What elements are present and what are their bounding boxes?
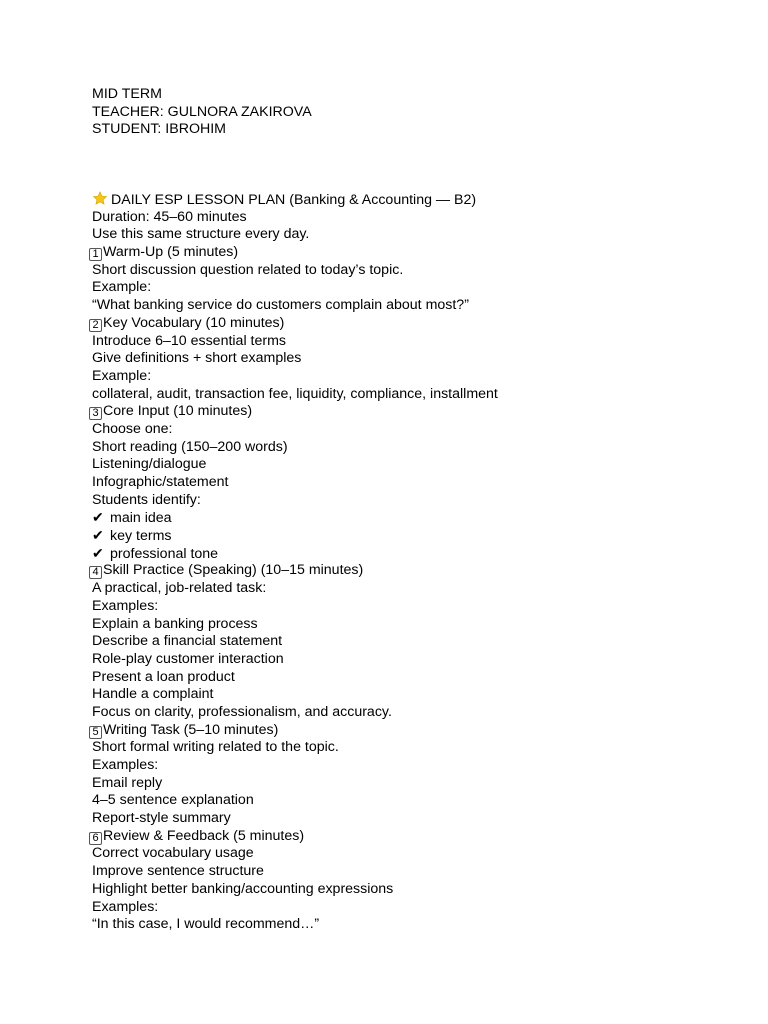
section-line: Present a loan product — [92, 668, 235, 685]
plan-section — [92, 722, 498, 828]
teacher-label: TEACHER: GULNORA ZAKIROVA — [92, 103, 312, 120]
check-item-label: professional tone — [110, 545, 219, 562]
section-heading: Key Vocabulary (10 minutes) — [103, 314, 285, 331]
section-line: collateral, audit, transaction fee, liquidity, compliance, installment — [92, 385, 498, 402]
plan-section — [92, 244, 498, 315]
section-line: Students identify: — [92, 491, 201, 508]
section-line: Choose one: — [92, 420, 173, 437]
plan-section — [92, 315, 498, 403]
section-heading-line — [92, 722, 498, 740]
checkmark-icon: ✔ — [92, 527, 104, 544]
plan-structure-note: Use this same structure every day. — [92, 226, 310, 243]
section-line: Improve sentence structure — [92, 863, 264, 880]
section-number-icon: 2 — [89, 319, 102, 332]
section-line: Role-play customer interaction — [92, 650, 284, 667]
section-line: Explain a banking process — [92, 615, 258, 632]
check-item — [92, 509, 498, 527]
checkmark-icon: ✔ — [92, 509, 104, 526]
section-number-icon: 3 — [89, 407, 102, 420]
section-line: “What banking service do customers complain about most?” — [92, 297, 469, 314]
document-header — [92, 86, 312, 139]
plan-sections — [92, 244, 498, 934]
section-line: Example: — [92, 367, 152, 384]
section-line: Examples: — [92, 898, 159, 915]
check-item — [92, 527, 498, 545]
section-line: Give definitions + short examples — [92, 350, 302, 367]
section-line: “In this case, I would recommend…” — [92, 916, 320, 933]
section-line: Describe a financial statement — [92, 633, 283, 650]
section-heading-line — [92, 403, 498, 421]
midterm-label: MID TERM — [92, 86, 162, 102]
section-line: A practical, job-related task: — [92, 580, 267, 597]
section-line: Short discussion question related to today’s topic. — [92, 261, 404, 278]
student-label: STUDENT: IBROHIM — [92, 121, 226, 138]
section-heading-line — [92, 562, 498, 580]
plan-section — [92, 403, 498, 562]
section-line: Listening/dialogue — [92, 456, 207, 473]
section-line: Email reply — [92, 774, 163, 791]
section-heading: Core Input (10 minutes) — [103, 403, 253, 420]
plan-section — [92, 828, 498, 934]
section-number-icon: 6 — [89, 832, 102, 845]
plan-title: DAILY ESP LESSON PLAN (Banking & Accounting — B2) — [111, 192, 477, 208]
section-line: Examples: — [92, 757, 159, 773]
checkmark-icon: ✔ — [92, 544, 104, 561]
section-heading-line — [92, 828, 498, 846]
section-line: Focus on clarity, professionalism, and accuracy. — [92, 703, 392, 720]
star-shape — [94, 192, 107, 204]
section-heading-line — [92, 315, 498, 333]
section-number-icon: 1 — [89, 248, 102, 261]
plan-title-line — [92, 191, 498, 209]
section-heading-line — [92, 244, 498, 262]
section-line: Handle a complaint — [92, 686, 214, 703]
section-line: Introduce 6–10 essential terms — [92, 332, 287, 349]
section-line: Short formal writing related to the topic. — [92, 739, 339, 756]
section-heading: Warm-Up (5 minutes) — [103, 244, 239, 261]
section-line: Examples: — [92, 597, 159, 614]
check-item-label: key terms — [110, 528, 172, 545]
section-heading: Review & Feedback (5 minutes) — [103, 827, 305, 844]
section-line: Correct vocabulary usage — [92, 845, 254, 862]
section-number-icon: 5 — [89, 726, 102, 739]
section-line: Infographic/statement — [92, 474, 229, 490]
section-line: Short reading (150–200 words) — [92, 438, 288, 455]
plan-section — [92, 562, 498, 721]
section-heading: Writing Task (5–10 minutes) — [103, 721, 279, 738]
lesson-plan — [92, 191, 498, 934]
section-line: 4–5 sentence explanation — [92, 792, 254, 809]
check-item — [92, 545, 498, 563]
section-line: Highlight better banking/accounting expressions — [92, 880, 394, 897]
plan-duration: Duration: 45–60 minutes — [92, 208, 247, 225]
section-heading: Skill Practice (Speaking) (10–15 minutes) — [103, 562, 364, 579]
section-number-icon: 4 — [89, 566, 102, 579]
section-line: Example: — [92, 279, 152, 296]
check-item-label: main idea — [110, 510, 172, 527]
section-line: Report-style summary — [92, 810, 231, 827]
star-icon — [92, 191, 108, 206]
